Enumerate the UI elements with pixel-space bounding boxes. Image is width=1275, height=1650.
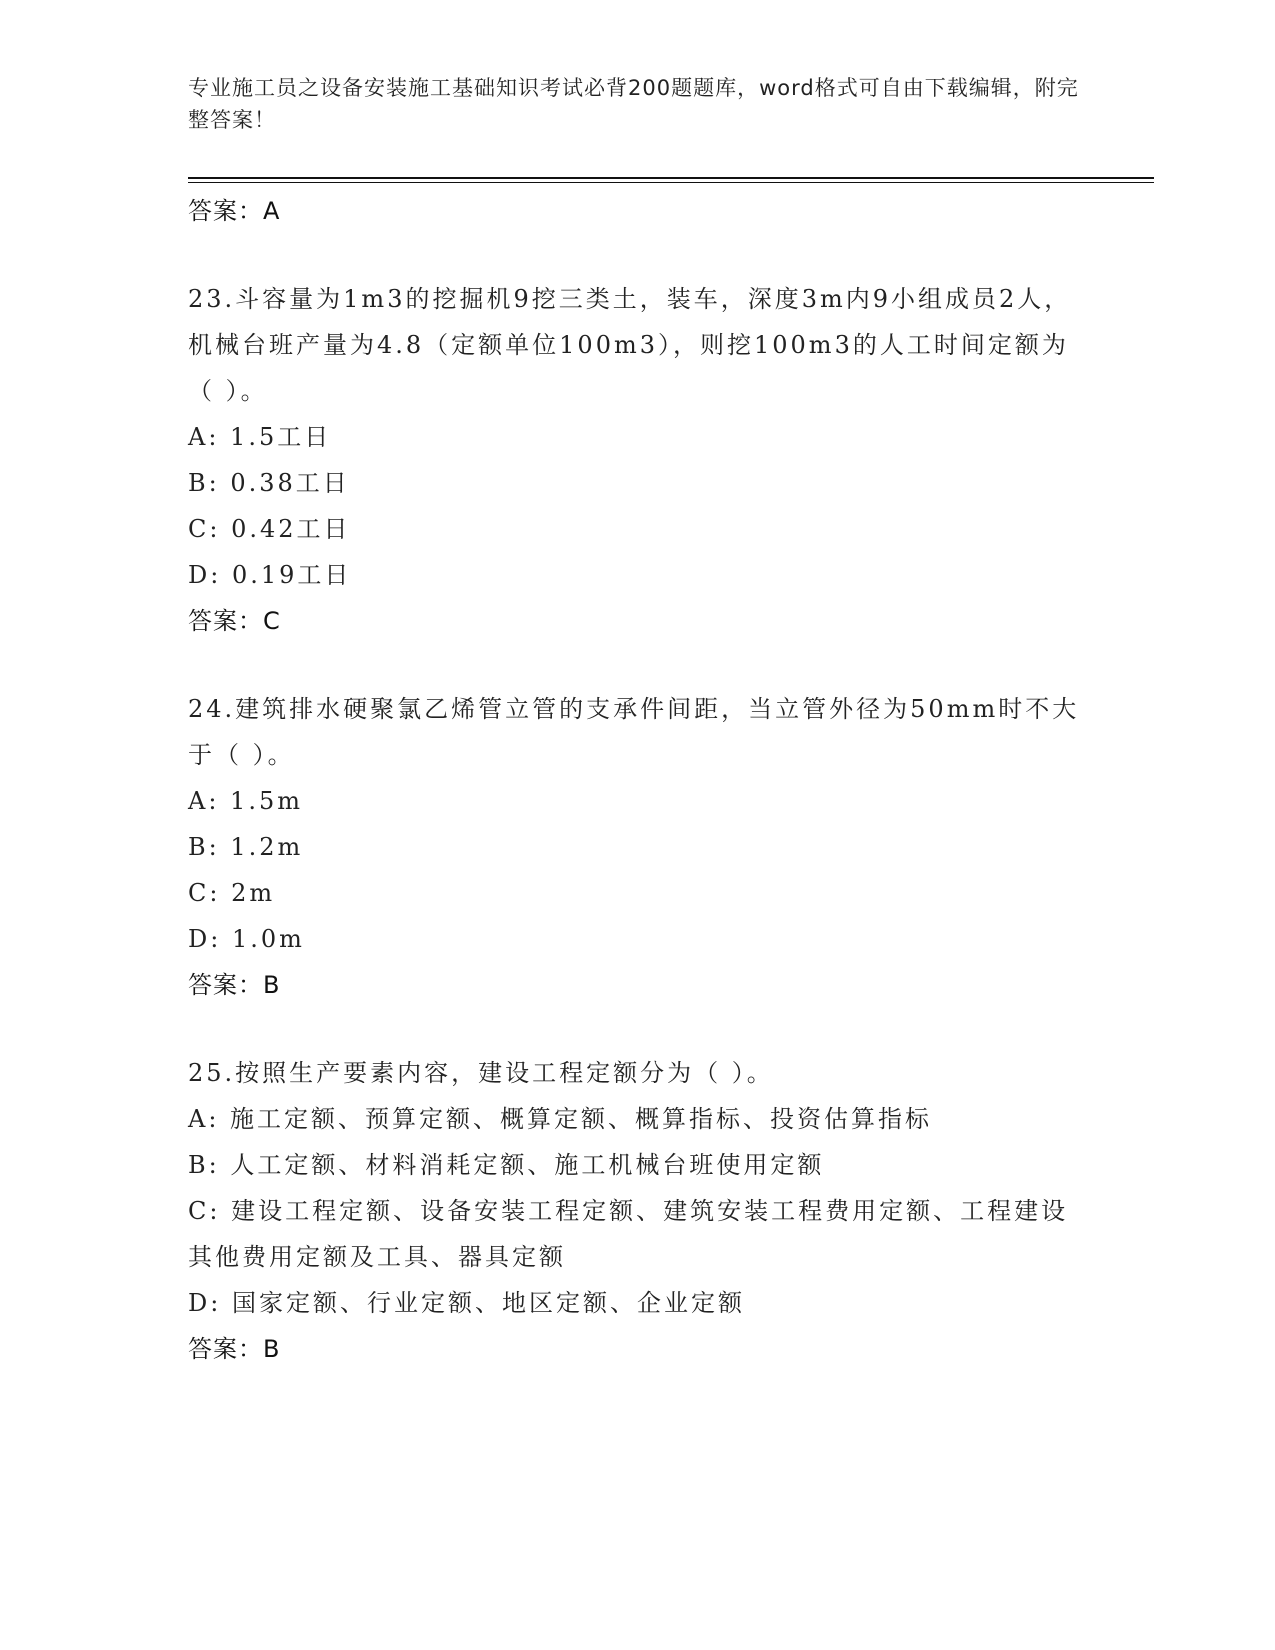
question-answer: 答案：B	[188, 1335, 281, 1363]
question-23	[188, 276, 1088, 644]
header-rule-thin	[188, 182, 1154, 183]
option-b: B: 1.2m	[188, 833, 304, 861]
question-content	[188, 188, 1088, 1372]
header-rule-thick	[188, 177, 1154, 179]
option-a: A: 1.5工日	[188, 423, 332, 451]
option-d: D: 国家定额、行业定额、地区定额、企业定额	[188, 1289, 745, 1317]
question-text: 24.建筑排水硬聚氯乙烯管立管的支承件间距，当立管外径为50mm时不大于（ ）。	[188, 695, 1080, 769]
option-d: D: 0.19工日	[188, 561, 352, 589]
option-a: A: 施工定额、预算定额、概算定额、概算指标、投资估算指标	[188, 1105, 933, 1133]
option-c: C: 建设工程定额、设备安装工程定额、建筑安装工程费用定额、工程建设其他费用定额及工具、器具定额	[188, 1197, 1069, 1271]
option-a: A: 1.5m	[188, 787, 303, 815]
option-b: B: 人工定额、材料消耗定额、施工机械台班使用定额	[188, 1151, 825, 1179]
question-text: 23.斗容量为1m3的挖掘机9挖三类土，装车，深度3m内9小组成员2人，机械台班产量为4.8（定额单位100m3），则挖100m3的人工时间定额为（ ）。	[188, 285, 1072, 405]
option-d: D: 1.0m	[188, 925, 305, 953]
option-b: B: 0.38工日	[188, 469, 350, 497]
document-header: 专业施工员之设备安装施工基础知识考试必背200题题库，word格式可自由下载编辑，附完整答案！	[188, 76, 1079, 132]
question-text: 25.按照生产要素内容，建设工程定额分为（ ）。	[188, 1059, 774, 1087]
question-24	[188, 686, 1088, 1008]
option-c: C: 0.42工日	[188, 515, 351, 543]
question-25	[188, 1050, 1088, 1372]
option-c: C: 2m	[188, 879, 276, 907]
question-answer: 答案：C	[188, 607, 281, 635]
previous-answer: 答案：A	[188, 197, 281, 225]
question-answer: 答案：B	[188, 971, 281, 999]
